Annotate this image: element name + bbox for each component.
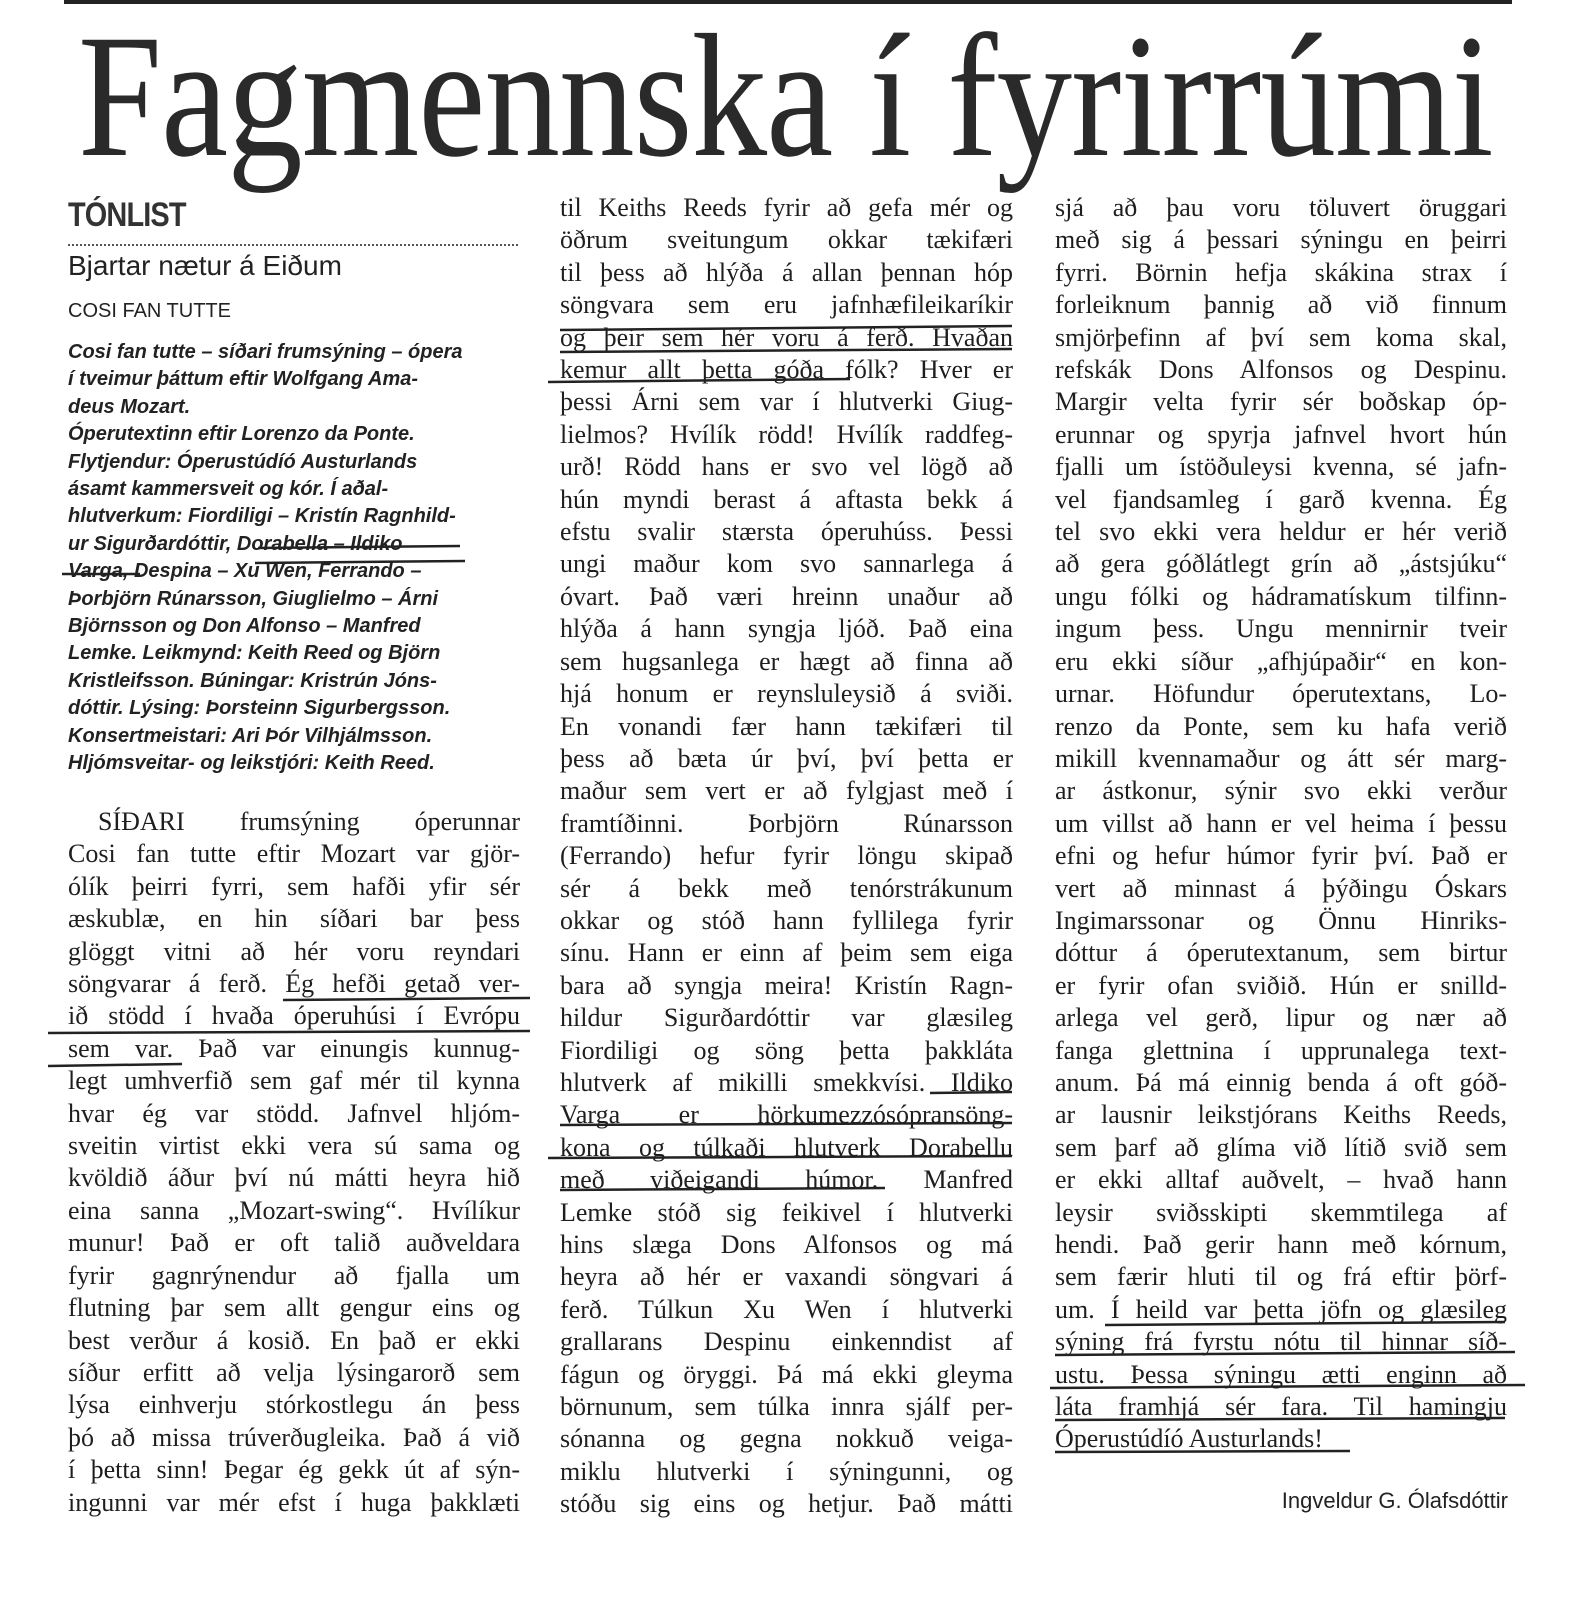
text-line: að gera góðlátlegt grín að „ástsjúku“ <box>1055 549 1507 579</box>
text-line: fyrir gagnrýnendur að fjalla um <box>68 1260 520 1290</box>
text-line: eina sanna „Mozart-swing“. Hvílíkur <box>68 1195 520 1225</box>
text-line: æskublæ, en hin síðari bar þess <box>68 904 520 934</box>
credit-line: dóttir. Lýsing: Þorsteinn Sigurbergsson. <box>68 697 451 720</box>
text-line: anum. Þá má einnig benda á oft góð- <box>1055 1067 1507 1097</box>
text-line: síður erfitt að velja lýsingarorð sem <box>68 1357 520 1387</box>
credit-line: Konsertmeistari: Ari Þór Vilhjálmsson. <box>68 724 433 747</box>
text-line: hins slæga Dons Alfonsos og má <box>560 1230 1013 1259</box>
text-line: Lemke stóð sig feikivel í hlutverki <box>560 1197 1013 1227</box>
text-line: söngvara sem eru jafnhæfileikaríkir <box>560 290 1013 320</box>
text-line: miklu hlutverki í sýningunni, og <box>560 1456 1013 1486</box>
text-line: sónanna og gegna nokkuð veiga- <box>560 1424 1013 1454</box>
text-line: og þeir sem hér voru á ferð. Hvaðan <box>560 322 1013 352</box>
text-line: hvar ég var stödd. Jafnvel hljóm- <box>68 1098 520 1128</box>
text-line: ar lausnir leikstjórans Keiths Reeds, <box>1055 1100 1507 1130</box>
text-line: þó að missa trúverðugleika. Það á við <box>68 1422 520 1452</box>
credit-line: Lemke. Leikmynd: Keith Reed og Björn <box>68 642 441 665</box>
credit-line: Kristleifsson. Búningar: Kristrún Jóns- <box>68 669 437 692</box>
credit-line: Þorbjörn Rúnarsson, Giuglielmo – Árni <box>68 587 439 610</box>
text-line: hendi. Það gerir hann með kórnum, <box>1055 1230 1507 1259</box>
text-line: lýsa einhverju stórkostlegu án þess <box>68 1390 520 1420</box>
text-line: sýning frá fyrstu nótu til hinnar síð- <box>1055 1327 1507 1357</box>
text-line: munur! Það er oft talið auðveldara <box>68 1228 520 1258</box>
text-line: láta framhjá sér fara. Til hamingju <box>1055 1392 1507 1422</box>
text-line: En vonandi fær hann tækifæri til <box>560 711 1013 741</box>
text-line: lielmos? Hvílík rödd! Hvílík raddfeg- <box>560 419 1013 449</box>
text-line: urð! Rödd hans er svo vel lögð að <box>560 452 1013 482</box>
text-line: eru ekki síður „afhjúpaðir“ en kon- <box>1055 646 1507 676</box>
text-line: Ingimarssonar og Önnu Hinriks- <box>1055 905 1507 935</box>
text-line: Óperustúdíó Austurlands! <box>1055 1424 1323 1454</box>
text-line: vel fjandsamleg í garð kvenna. Ég <box>1055 484 1507 514</box>
text-line: ólík þeirri fyrri, sem hafði yfir sér <box>68 871 520 901</box>
credit-line: í tveimur þáttum eftir Wolfgang Ama- <box>68 368 419 391</box>
text-line: er fyrir ofan sviðið. Hún er snilld- <box>1055 970 1507 1000</box>
text-line: hjá honum er reynsluleysið á sviði. <box>560 679 1013 709</box>
text-line: bara að syngja meira! Kristín Ragn- <box>560 970 1013 1000</box>
text-line: sem var. Það var einungis kunnug- <box>68 1033 520 1063</box>
text-line: til Keiths Reeds fyrir að gefa mér og <box>560 193 1013 222</box>
text-line: okkar og stóð hann fyllilega fyrir <box>560 905 1013 935</box>
text-line: með sig á þessari sýningu en þeirri <box>1055 225 1507 255</box>
text-line: sveitin virtist ekki vera sú sama og <box>68 1131 520 1161</box>
text-line: hlutverk af mikilli smekkvísi. Ildiko <box>560 1067 1013 1097</box>
text-line: sínu. Hann er einn af þeim sem eiga <box>560 938 1013 968</box>
text-line: SÍÐARI frumsýning óperunnar <box>98 807 520 836</box>
text-line: ar ástkonur, sýnir svo ekki verður <box>1055 776 1507 806</box>
credit-line: Óperutextinn eftir Lorenzo da Ponte. <box>68 423 415 446</box>
credit-line: Björnsson og Don Alfonso – Manfred <box>68 615 421 638</box>
text-line: leysir sviðsskipti skemmtilega af <box>1055 1197 1507 1227</box>
text-line: ingunni var mér efst í huga þakklæti <box>68 1487 520 1517</box>
credit-line: deus Mozart. <box>68 395 191 418</box>
article-column-2 <box>560 192 1013 1521</box>
text-line: ustu. Þessa sýningu ætti enginn að <box>1055 1359 1507 1389</box>
credit-line: Flytjendur: Óperustúdíó Austurlands <box>68 450 418 473</box>
text-line: kona og túlkaði hlutverk Dorabellu <box>560 1132 1013 1162</box>
headline: Fagmennska í fyrirrúmi <box>78 0 1493 194</box>
text-line: vert að minnast á þýðingu Óskars <box>1055 873 1507 903</box>
text-line: best verður á kosið. En það er ekki <box>68 1325 520 1355</box>
text-line: forleiknum þannig að við finnum <box>1055 290 1507 320</box>
byline: Ingveldur G. Ólafsdóttir <box>1281 1488 1508 1513</box>
credit-line: Varga, Despina – Xu Wen, Ferrando – <box>68 560 422 583</box>
text-line: fanga glettnina í upprunalega text- <box>1055 1035 1507 1065</box>
text-line: sem færir hluti til og frá eftir þörf- <box>1055 1262 1507 1292</box>
section-label: TÓNLIST <box>68 196 186 234</box>
credit-line: Cosi fan tutte – síðari frumsýning – ópera <box>68 341 463 363</box>
text-line: glöggt vitni að hér voru reyndari <box>68 936 520 966</box>
text-line: söngvarar á ferð. Ég hefði getað ver- <box>68 969 520 999</box>
text-line: börnunum, sem túlka innra sjálf per- <box>560 1392 1013 1422</box>
article-column-1 <box>68 806 520 1519</box>
text-line: flutning þar sem allt gengur eins og <box>68 1293 520 1323</box>
text-line: með viðeigandi húmor. Manfred <box>560 1165 1013 1195</box>
text-line: efstu svalir stærsta óperuhúss. Þessi <box>560 517 1013 547</box>
text-line: arlega vel gerð, lipur og nær að <box>1055 1003 1507 1033</box>
text-line: þessi Árni sem var í hlutverki Giug- <box>560 387 1013 417</box>
text-line: dóttur á óperutextanum, sem birtur <box>1055 938 1507 968</box>
text-line: um villst að hann er vel heima í þessu <box>1055 808 1507 838</box>
text-line: óvart. Það væri hreinn unaður að <box>560 581 1013 611</box>
text-line: um. Í heild var þetta jöfn og glæsileg <box>1055 1294 1507 1324</box>
text-line: fyrri. Börnin hefja skákina strax í <box>1055 257 1507 287</box>
text-line: ið stödd í hvaða óperuhúsi í Evrópu <box>68 1001 520 1031</box>
text-line: Varga er hörkumezzósópransöng- <box>560 1100 1013 1130</box>
text-line: ungi maður kom svo sannarlega á <box>560 549 1013 579</box>
text-line: (Ferrando) hefur fyrir löngu skipað <box>560 841 1013 871</box>
text-line: kemur allt þetta góða fólk? Hver er <box>560 355 1013 385</box>
text-line: Margir velta fyrir sér boðskap óp- <box>1055 387 1507 417</box>
credit-line: ásamt kammersveit og kór. Í aðal- <box>68 478 389 501</box>
text-line: Fiordiligi og söng þetta þakkláta <box>560 1035 1013 1065</box>
section-divider <box>68 244 518 246</box>
text-line: efni og hefur húmor fyrir því. Það er <box>1055 841 1507 871</box>
credits-block <box>68 339 528 778</box>
text-line: til þess að hlýða á allan þennan hóp <box>560 257 1013 287</box>
text-line: hlýða á hann syngja ljóð. Það eina <box>560 614 1013 644</box>
text-line: smjörþefinn af því sem koma skal, <box>1055 322 1507 352</box>
text-line: fágun og öryggi. Þá má ekki gleyma <box>560 1359 1013 1389</box>
review-subtitle: Bjartar nætur á Eiðum <box>68 250 342 281</box>
text-line: fjalli um ístöðuleysi kvenna, sé jafn- <box>1055 452 1507 482</box>
show-name: COSI FAN TUTTE <box>68 300 231 322</box>
text-line: erunnar og spyrja jafnvel hvort hún <box>1055 419 1507 449</box>
text-line: stóðu sig eins og hetjur. Það mátti <box>560 1489 1013 1519</box>
text-line: legt umhverfið sem gaf mér til kynna <box>68 1066 520 1096</box>
text-line: í þetta sinn! Þegar ég gekk út af sýn- <box>68 1455 520 1485</box>
text-line: grallarans Despinu einkenndist af <box>560 1327 1013 1357</box>
text-line: urnar. Höfundur óperutextans, Lo- <box>1055 679 1507 709</box>
credit-line: hlutverkum: Fiordiligi – Kristín Ragnhild- <box>68 505 456 528</box>
credit-line: Hljómsveitar- og leikstjóri: Keith Reed. <box>68 752 435 775</box>
text-line: kvöldið áður því nú mátti heyra hið <box>68 1163 520 1193</box>
text-line: tel svo ekki vera heldur er hér verið <box>1055 517 1507 547</box>
text-line: sér á bekk með tenórstrákunum <box>560 873 1013 903</box>
text-line: maður sem vert er að fylgjast með í <box>560 776 1013 806</box>
text-line: hildur Sigurðardóttir var glæsileg <box>560 1003 1013 1033</box>
text-line: mikill kvennamaður og átt sér marg- <box>1055 743 1507 773</box>
text-line: öðrum sveitungum okkar tækifæri <box>560 225 1013 255</box>
text-line: þess að bæta úr því, því þetta er <box>560 743 1013 773</box>
text-line: heyra að hér er vaxandi söngvari á <box>560 1262 1013 1292</box>
credit-line: ur Sigurðardóttir, Dorabella – Ildiko <box>68 532 403 555</box>
text-line: ingum þess. Ungu mennirnir tveir <box>1055 614 1507 644</box>
text-line: sem hugsanlega er hægt að finna að <box>560 646 1013 676</box>
text-line: refskák Dons Alfonsos og Despinu. <box>1055 355 1507 385</box>
text-line: renzo da Ponte, sem ku hafa verið <box>1055 711 1507 741</box>
text-line: framtíðinni. Þorbjörn Rúnarsson <box>560 808 1013 838</box>
text-line: sem þarf að glíma við lítið svið sem <box>1055 1132 1507 1162</box>
text-line: Cosi fan tutte eftir Mozart var gjör- <box>68 839 520 869</box>
text-line: ungu fólki og hádramatískum tilfinn- <box>1055 581 1507 611</box>
text-line: sjá að þau voru töluvert öruggari <box>1055 193 1507 222</box>
text-line: er ekki alltaf auðvelt, – hvað hann <box>1055 1165 1507 1195</box>
article-column-3 <box>1055 192 1507 1456</box>
text-line: ferð. Túlkun Xu Wen í hlutverki <box>560 1294 1013 1324</box>
text-line: hún myndi berast á aftasta bekk á <box>560 484 1013 514</box>
